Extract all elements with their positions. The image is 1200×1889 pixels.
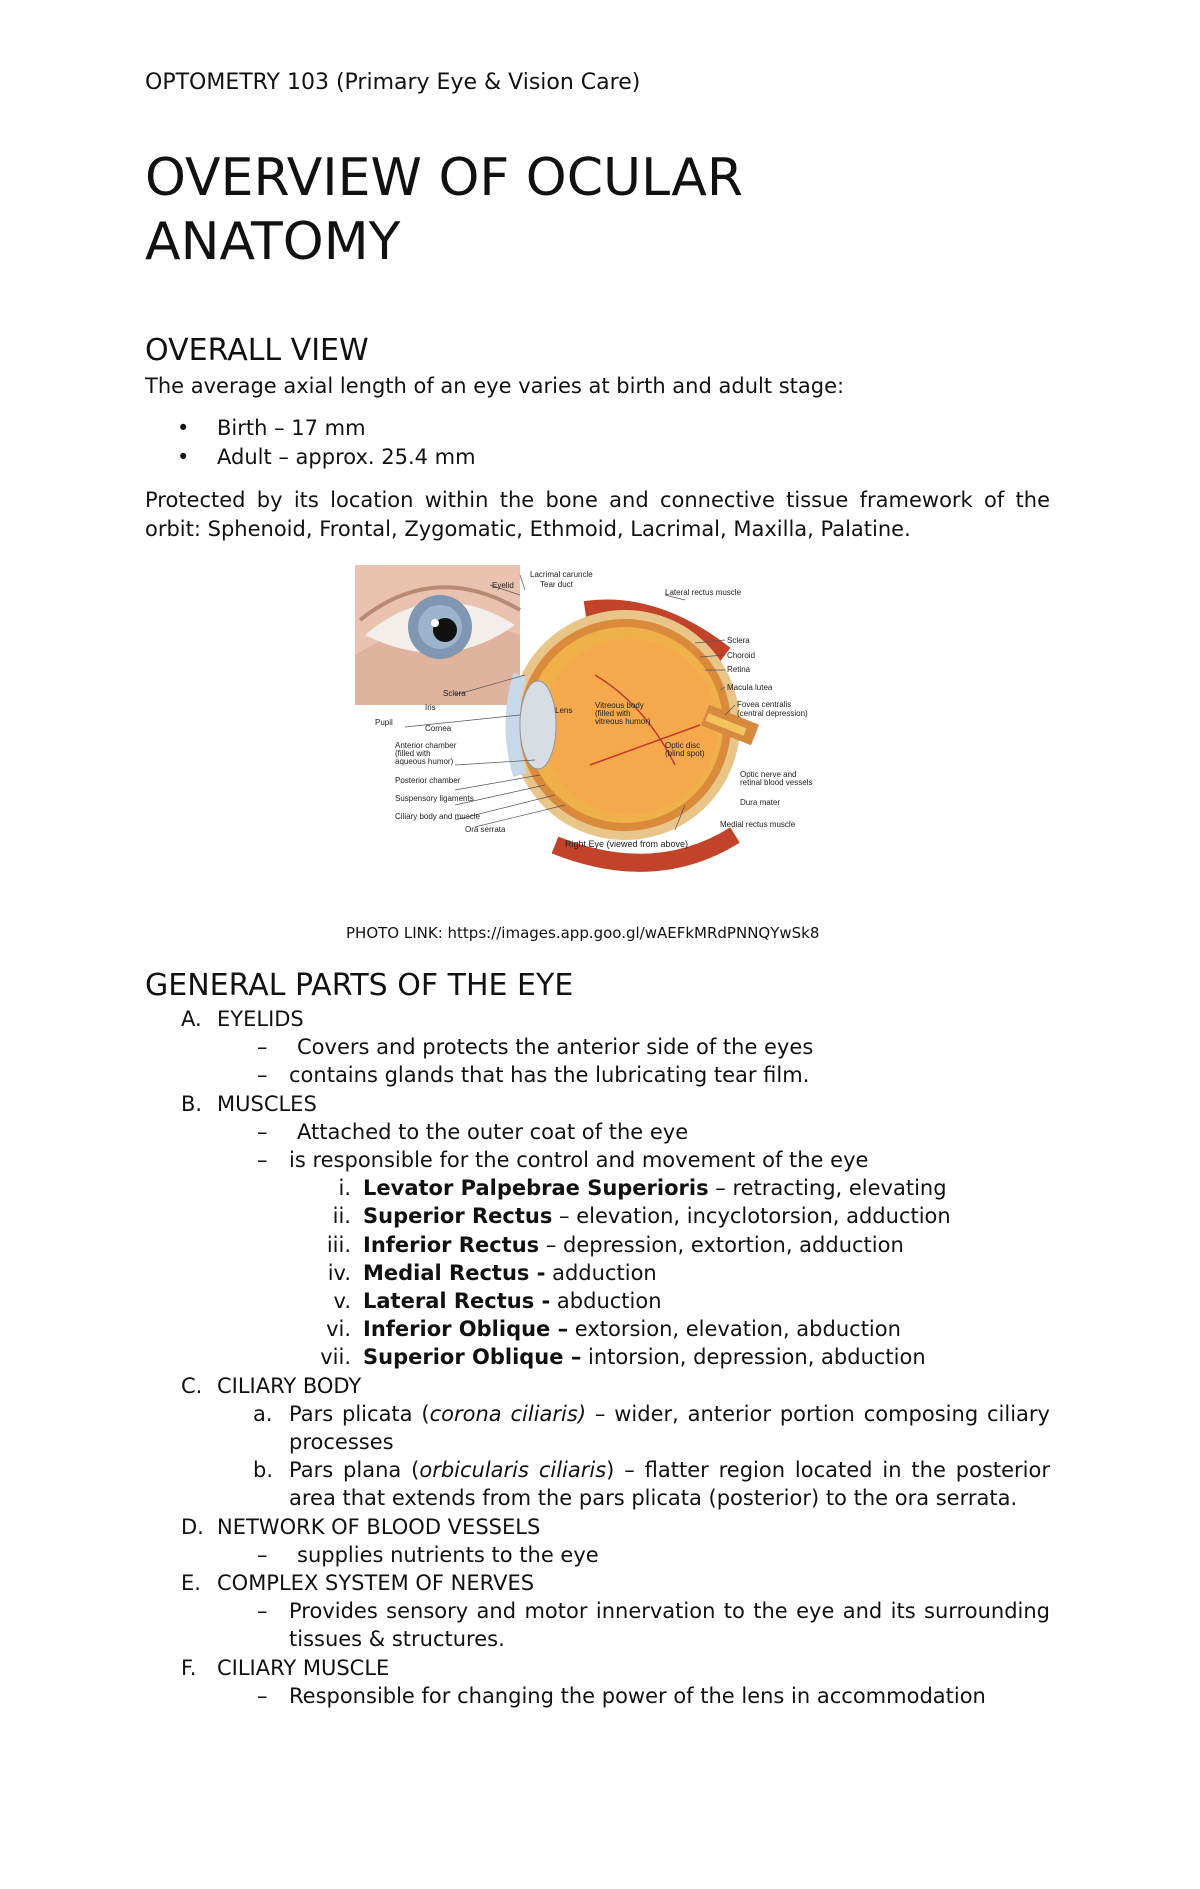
- label-posterior-chamber: Posterior chamber: [395, 776, 461, 785]
- label-lens: Lens: [555, 706, 573, 715]
- label-ora-serrata: Ora serrata: [465, 825, 506, 834]
- section-marker: F.: [181, 1655, 197, 1680]
- label-ciliary-body: Ciliary body and muscle: [395, 812, 480, 821]
- muscle-name: Superior Oblique –: [363, 1345, 582, 1370]
- label-optic-disc-2: (blind spot): [665, 749, 705, 758]
- list-item: – Responsible for changing the power of the lens in accommodation: [257, 1683, 986, 1708]
- photo-link[interactable]: PHOTO LINK: https://images.app.goo.gl/wAEFkMRdPNNQYwSk8: [346, 924, 820, 942]
- label-vitreous-3: vitreous humor): [595, 717, 651, 726]
- muscle-name: Superior Rectus: [363, 1204, 553, 1229]
- section-muscles: [145, 1090, 1050, 1118]
- label-vitreous-1: Vitreous body: [595, 701, 644, 710]
- orbit-paragraph: Protected by its location within the bone and connective tissue framework of the orbit: Sphenoid, Frontal, Zygomatic, Ethmoid, Lacrimal, Maxilla, Palatine.: [145, 488, 1050, 541]
- course-header: OPTOMETRY 103 (Primary Eye & Vision Care): [145, 70, 641, 95]
- section-marker: D.: [181, 1514, 204, 1539]
- label-tear-duct: Tear duct: [540, 580, 573, 589]
- list-item: b. Pars plana (orbicularis ciliaris) – flatter region located in the posterior area that extends from the pars plicata (posterior) to the ora serrata.: [253, 1458, 1050, 1511]
- muscle-action: – depression, extortion, adduction: [539, 1232, 904, 1257]
- muscle-item: i. Levator Palpebrae Superioris – retracting, elevating: [338, 1176, 947, 1201]
- list-item: – is responsible for the control and movement of the eye: [257, 1148, 869, 1173]
- muscle-name: Inferior Rectus: [363, 1232, 540, 1257]
- section-label: CILIARY BODY: [217, 1373, 362, 1398]
- muscle-item: iii. Inferior Rectus – depression, extortion, adduction: [326, 1232, 904, 1257]
- muscle-item: iv. Medial Rectus - adduction: [327, 1260, 657, 1285]
- section-marker: B.: [181, 1091, 203, 1116]
- list-item: a. Pars plicata (corona ciliaris) – wider, anterior portion composing ciliary processes: [253, 1401, 1050, 1455]
- title-line-1: OVERVIEW OF OCULAR: [145, 148, 743, 208]
- label-iris: Iris: [425, 703, 436, 712]
- list-item: – Covers and protects the anterior side of the eyes: [257, 1035, 814, 1060]
- label-optic-nerve-1: Optic nerve and: [740, 770, 797, 779]
- section-label: MUSCLES: [217, 1091, 317, 1116]
- muscle-action: intorsion, depression, abduction: [581, 1345, 926, 1370]
- axial-length-list: [145, 414, 476, 472]
- label-choroid: Choroid: [727, 651, 756, 660]
- page-title: [145, 146, 1045, 274]
- muscle-item: vii. Superior Oblique – intorsion, depression, abduction: [320, 1345, 926, 1370]
- label-anterior-chamber-1: Anterior chamber: [395, 741, 457, 750]
- section-label: COMPLEX SYSTEM OF NERVES: [217, 1571, 535, 1596]
- title-line-2: ANATOMY: [145, 212, 401, 272]
- label-macula: Macula lutea: [727, 683, 773, 692]
- section-ciliary-muscle: [145, 1654, 1050, 1682]
- figure-caption: Right Eye (viewed from above): [565, 839, 689, 849]
- section-marker: A.: [181, 1007, 202, 1031]
- label-dura-mater: Dura mater: [740, 798, 781, 807]
- label-cornea: Cornea: [425, 724, 452, 733]
- muscle-item: vi. Inferior Oblique – extorsion, elevation, abduction: [326, 1317, 901, 1342]
- label-sclera-left: Sclera: [443, 689, 466, 698]
- muscle-action: – retracting, elevating: [708, 1176, 947, 1201]
- muscle-action: – elevation, incyclotorsion, adduction: [552, 1204, 951, 1229]
- label-optic-nerve-2: retinal blood vessels: [740, 778, 813, 787]
- muscle-name: Medial Rectus -: [363, 1260, 546, 1285]
- muscle-name: Inferior Oblique –: [363, 1317, 569, 1342]
- eye-anatomy-figure: [355, 565, 845, 905]
- section-label: EYELIDS: [217, 1007, 304, 1031]
- overall-view-heading: OVERALL VIEW: [145, 333, 369, 368]
- general-parts-outline: [145, 1005, 1050, 1710]
- label-lacrimal-caruncle: Lacrimal caruncle: [530, 570, 593, 579]
- section-blood-vessels: [145, 1513, 1050, 1541]
- overall-intro: The average axial length of an eye varies at birth and adult stage:: [145, 374, 845, 398]
- general-parts-heading: GENERAL PARTS OF THE EYE: [145, 968, 574, 1003]
- list-item: – Provides sensory and motor innervation to the eye and its surrounding tissues & structures.: [257, 1599, 1050, 1652]
- list-item: – contains glands that has the lubricating tear film.: [257, 1063, 810, 1088]
- section-marker: C.: [181, 1373, 203, 1398]
- muscle-name: Levator Palpebrae Superioris: [363, 1176, 709, 1201]
- label-fovea-2: (central depression): [737, 709, 808, 718]
- label-optic-disc-1: Optic disc: [665, 741, 701, 750]
- label-eyelid: Eyelid: [492, 581, 514, 590]
- muscle-action: extorsion, elevation, abduction: [568, 1317, 901, 1342]
- list-item: • Adult – approx. 25.4 mm: [145, 443, 476, 472]
- label-medial-rectus: Medial rectus muscle: [720, 820, 796, 829]
- label-suspensory-ligaments: Suspensory ligaments: [395, 794, 474, 803]
- list-item: – supplies nutrients to the eye: [257, 1542, 599, 1567]
- label-sclera-right: Sclera: [727, 636, 750, 645]
- label-anterior-chamber-3: aqueous humor): [395, 757, 454, 766]
- section-label: CILIARY MUSCLE: [217, 1655, 390, 1680]
- label-retina: Retina: [727, 665, 751, 674]
- label-vitreous-2: (filled with: [595, 709, 631, 718]
- list-item: – Attached to the outer coat of the eye: [257, 1119, 689, 1144]
- label-anterior-chamber-2: (filled with: [395, 749, 431, 758]
- muscle-action: abduction: [550, 1289, 662, 1314]
- section-eyelids: [145, 1005, 1050, 1033]
- section-label: NETWORK OF BLOOD VESSELS: [217, 1514, 541, 1539]
- muscle-item: v. Lateral Rectus - abduction: [333, 1289, 662, 1314]
- label-lateral-rectus: Lateral rectus muscle: [665, 588, 742, 597]
- list-item: • Birth – 17 mm: [145, 414, 476, 443]
- label-fovea: Fovea centralis: [737, 700, 792, 709]
- section-nerves: [145, 1569, 1050, 1597]
- section-marker: E.: [181, 1571, 201, 1596]
- muscle-name: Lateral Rectus -: [363, 1289, 551, 1314]
- muscle-item: ii. Superior Rectus – elevation, incyclotorsion, adduction: [332, 1204, 951, 1229]
- section-ciliary-body: [145, 1372, 1050, 1400]
- label-pupil: Pupil: [375, 718, 393, 727]
- muscle-action: adduction: [545, 1260, 657, 1285]
